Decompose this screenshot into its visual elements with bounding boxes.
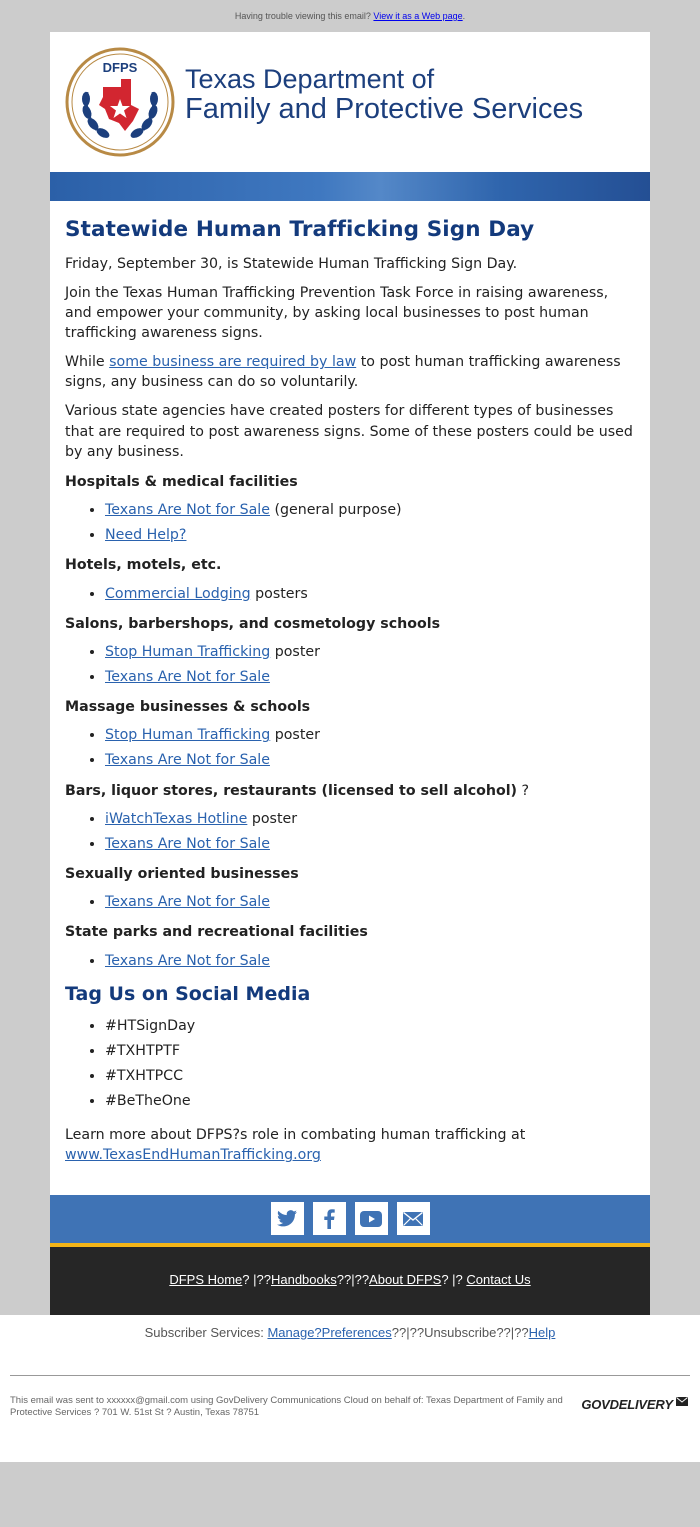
- contact-us-link[interactable]: Contact Us: [466, 1271, 531, 1287]
- govdelivery-logo[interactable]: [581, 1397, 688, 1412]
- twitter-icon[interactable]: [271, 1202, 304, 1235]
- law-paragraph-post: to post human trafficking awareness signs, any business can do so voluntarily.: [65, 354, 621, 391]
- stop-human-trafficking-link[interactable]: Stop Human Trafficking: [105, 643, 271, 660]
- learn-more-text: Learn more about DFPS?s role in combating human trafficking at: [65, 1127, 526, 1144]
- list-item-note: poster: [247, 810, 298, 827]
- trouble-viewing-suffix: .: [462, 11, 466, 21]
- list-item: [105, 500, 635, 520]
- list-salons: [65, 642, 635, 687]
- intro-paragraph: Friday, September 30, is Statewide Human Trafficking Sign Day.: [65, 255, 518, 272]
- legal-divider: [10, 1375, 690, 1376]
- dfps-home-link[interactable]: DFPS Home: [169, 1271, 243, 1287]
- list-state-parks: [65, 951, 635, 971]
- list-hospitals: [65, 500, 635, 545]
- need-help-link[interactable]: Need Help?: [105, 527, 187, 544]
- trouble-viewing-text: Having trouble viewing this email?: [234, 11, 371, 21]
- hashtag-list: [65, 1016, 635, 1112]
- law-paragraph: [65, 352, 635, 392]
- subscriber-separator: ??|??: [496, 1324, 529, 1340]
- subscriber-services-label: Subscriber Services:: [144, 1324, 268, 1340]
- law-paragraph-pre: While: [65, 354, 110, 371]
- footer-links-bar: [50, 1247, 650, 1315]
- org-name-line1: Texas Department of: [185, 64, 435, 94]
- section-heading-state-parks: State parks and recreational facilities: [65, 924, 368, 941]
- legal-footer: [0, 1375, 700, 1462]
- list-item: [105, 642, 635, 662]
- iwatchtexas-hotline-link[interactable]: iWatchTexas Hotline: [105, 810, 248, 827]
- stop-human-trafficking-link[interactable]: Stop Human Trafficking: [105, 727, 271, 744]
- list-item: [105, 892, 635, 912]
- texans-not-for-sale-link[interactable]: Texans Are Not for Sale: [105, 952, 270, 969]
- list-item-note: posters: [250, 585, 308, 602]
- texas-end-human-trafficking-link[interactable]: www.TexasEndHumanTrafficking.org: [65, 1147, 321, 1164]
- subscriber-services: [0, 1315, 700, 1375]
- organization-name: [185, 65, 583, 125]
- posters-paragraph: Various state agencies have created posters for different types of businesses that are required to post awareness signs. Some of these posters could be used by any business.: [65, 403, 633, 460]
- article-title: Statewide Human Trafficking Sign Day: [65, 217, 535, 242]
- list-hotels: [65, 584, 635, 604]
- list-item: [105, 750, 635, 770]
- list-bars: [65, 809, 635, 854]
- section-heading-bars: [65, 781, 635, 801]
- govdelivery-envelope-icon: [676, 1397, 688, 1406]
- commercial-lodging-link[interactable]: Commercial Lodging: [105, 585, 251, 602]
- section-heading-bars-text: Bars, liquor stores, restaurants (licensed to sell alcohol): [65, 782, 518, 799]
- about-dfps-link[interactable]: About DFPS: [369, 1271, 442, 1287]
- email-icon[interactable]: [397, 1202, 430, 1235]
- handbooks-link[interactable]: Handbooks: [270, 1271, 337, 1287]
- hashtag-item: • #TXHTPTF: [105, 1041, 635, 1061]
- help-link[interactable]: Help: [528, 1324, 556, 1340]
- section-heading-salons: Salons, barbershops, and cosmetology schools: [65, 615, 441, 632]
- seal-dfps-text: DFPS: [102, 60, 138, 75]
- manage-preferences-link[interactable]: Manage?Preferences: [267, 1324, 392, 1340]
- list-massage: [65, 725, 635, 770]
- govdelivery-logo-text: GOVDELIVERY: [581, 1396, 673, 1412]
- facebook-icon[interactable]: [313, 1202, 346, 1235]
- section-heading-bars-suffix: ?: [517, 782, 530, 799]
- header-logo-area: [50, 32, 650, 172]
- required-by-law-link[interactable]: some business are required by law: [109, 354, 357, 371]
- list-item: [105, 809, 635, 829]
- section-heading-hotels: Hotels, motels, etc.: [65, 557, 222, 574]
- list-item: [105, 525, 635, 545]
- org-name-line2: Family and Protective Services: [185, 93, 584, 126]
- list-item-note: poster: [270, 727, 320, 744]
- social-icons-bar: [50, 1195, 650, 1247]
- legal-text: This email was sent to xxxxxx@gmail.com using GovDelivery Communications Cloud on behalf of: Texas Department of Family and Protective Services ? 701 W. 51st St ? Austin, Texas 78751: [10, 1394, 563, 1418]
- email-body: [50, 201, 650, 1195]
- trouble-viewing-bar: [0, 0, 700, 32]
- list-item: [105, 725, 635, 745]
- footer-separator: ? |??: [242, 1271, 271, 1287]
- list-item: [105, 834, 635, 854]
- subscriber-separator: ??|??: [391, 1324, 425, 1340]
- hashtag-item: • #BeTheOne: [105, 1091, 635, 1111]
- texans-not-for-sale-link[interactable]: Texans Are Not for Sale: [105, 502, 270, 519]
- texans-not-for-sale-link[interactable]: Texans Are Not for Sale: [105, 835, 270, 852]
- texans-not-for-sale-link[interactable]: Texans Are Not for Sale: [105, 894, 270, 911]
- texans-not-for-sale-link[interactable]: Texans Are Not for Sale: [105, 669, 270, 686]
- task-force-paragraph: Join the Texas Human Trafficking Prevention Task Force in raising awareness, and empower your community, by asking local businesses to post human trafficking awareness signs.: [65, 284, 609, 341]
- section-heading-sexually-oriented: Sexually oriented businesses: [65, 866, 299, 883]
- list-item: [105, 951, 635, 971]
- footer-separator: ??|??: [336, 1271, 370, 1287]
- list-item-note: (general purpose): [269, 502, 402, 519]
- list-sexually-oriented: [65, 892, 635, 912]
- hashtag-item: • #TXHTPCC: [105, 1066, 635, 1086]
- list-item: [105, 667, 635, 687]
- list-item: [105, 584, 635, 604]
- unsubscribe-link[interactable]: Unsubscribe: [424, 1324, 497, 1340]
- hashtag-item: • #HTSignDay: [105, 1016, 635, 1036]
- youtube-icon[interactable]: [355, 1202, 388, 1235]
- social-media-heading: Tag Us on Social Media: [65, 982, 311, 1005]
- texans-not-for-sale-link[interactable]: Texans Are Not for Sale: [105, 752, 270, 769]
- email-container: [50, 32, 650, 1315]
- list-item-note: poster: [270, 643, 320, 660]
- learn-more-paragraph: [65, 1125, 635, 1165]
- section-heading-massage: Massage businesses & schools: [65, 699, 311, 716]
- footer-separator: ? |?: [441, 1271, 467, 1287]
- header-banner: [50, 172, 650, 201]
- dfps-seal-icon: [65, 47, 175, 157]
- view-web-page-link[interactable]: View it as a Web page: [373, 11, 463, 21]
- section-heading-hospitals: Hospitals & medical facilities: [65, 473, 298, 490]
